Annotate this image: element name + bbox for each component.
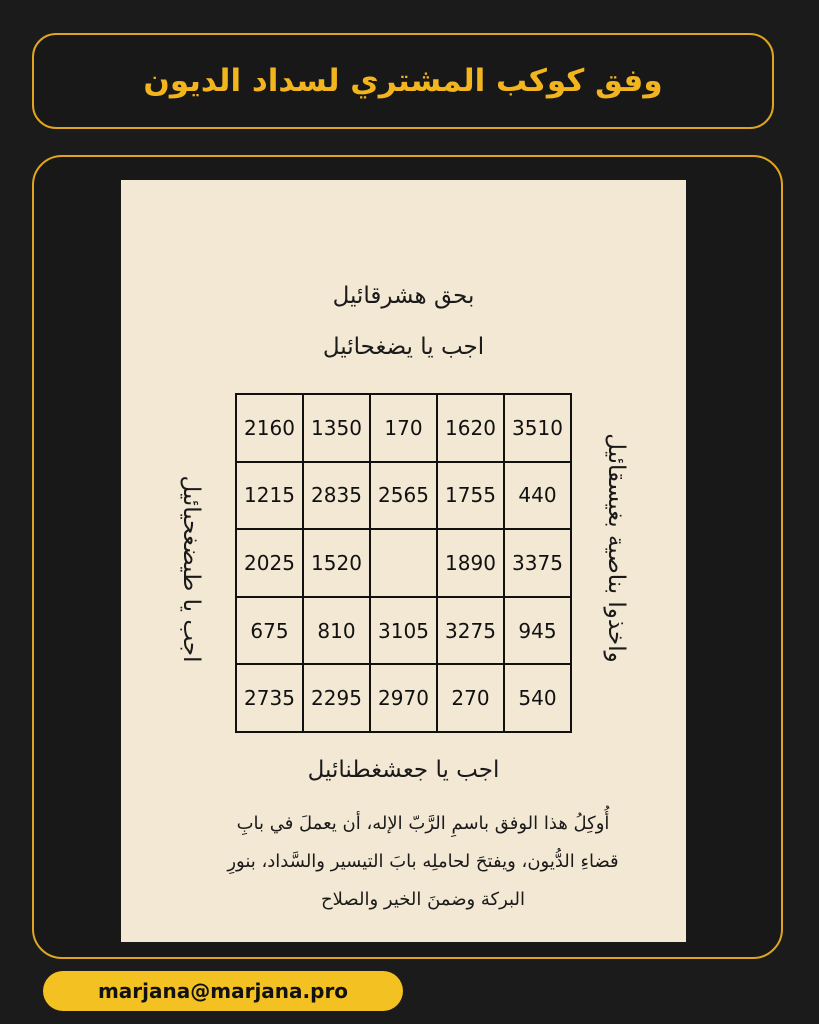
grid-cell: 1620: [437, 394, 504, 462]
grid-cell: 3105: [370, 597, 437, 665]
grid-cell: [370, 529, 437, 597]
grid-cell: 675: [236, 597, 303, 665]
top-line-2: اجب يا يضغحائيل: [322, 334, 485, 360]
grid-cell: 1350: [303, 394, 370, 462]
page-title: وفق كوكب المشتري لسداد الديون: [143, 63, 663, 99]
grid-cell: 2025: [236, 529, 303, 597]
grid-row: [236, 394, 571, 462]
grid-cell: 170: [370, 394, 437, 462]
grid-cell: 3510: [504, 394, 571, 462]
grid-cell: 540: [504, 664, 571, 732]
grid-cell: 945: [504, 597, 571, 665]
grid-cell: 810: [303, 597, 370, 665]
right-side-text: واخذوا بناصية بغيسقائيل: [603, 433, 629, 663]
grid-row: [236, 529, 571, 597]
grid-cell: 3275: [437, 597, 504, 665]
magic-square-grid: [235, 393, 572, 733]
grid-row: [236, 597, 571, 665]
top-line-1: بحق هشرقائيل: [332, 283, 475, 309]
talisman-paper: [121, 180, 686, 942]
grid-cell: 3375: [504, 529, 571, 597]
grid-cell: 440: [504, 462, 571, 530]
grid-cell: 2970: [370, 664, 437, 732]
grid-cell: 1755: [437, 462, 504, 530]
grid-cell: 2295: [303, 664, 370, 732]
talisman-paragraph: أُوكِلُ هذا الوفق باسمِ الرَّبّ الإله، أن يعملَ في بابِ قضاءِ الدُّيون، ويفتحَ لحاملِه بابَ التيسير والسَّداد، بنورِ البركة وضمنَ الخير والصلاح: [227, 813, 619, 910]
grid-cell: 2835: [303, 462, 370, 530]
grid-cell: 2565: [370, 462, 437, 530]
grid-row: [236, 462, 571, 530]
left-side-text: اجب يا طيضغحيائيل: [178, 475, 204, 663]
grid-cell: 1520: [303, 529, 370, 597]
grid-row: [236, 664, 571, 732]
grid-cell: 1215: [236, 462, 303, 530]
title-banner: [32, 33, 774, 129]
bottom-line: اجب يا جعشغطنائيل: [307, 757, 500, 783]
email-link[interactable]: marjana@marjana.pro: [43, 971, 403, 1011]
grid-cell: 2735: [236, 664, 303, 732]
grid-cell: 270: [437, 664, 504, 732]
grid-cell: 1890: [437, 529, 504, 597]
grid-cell: 2160: [236, 394, 303, 462]
